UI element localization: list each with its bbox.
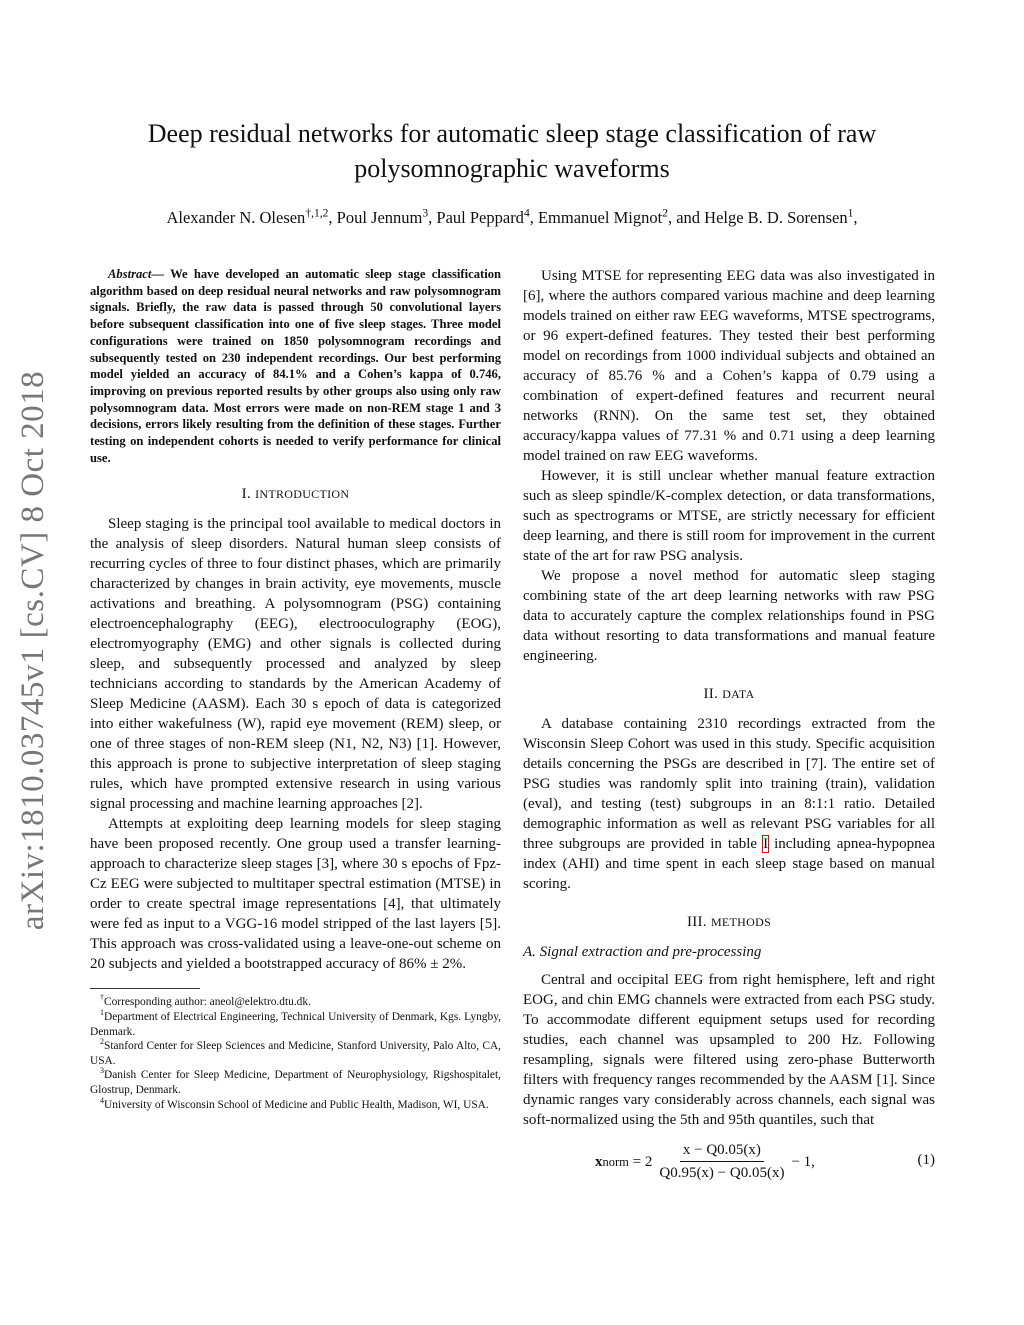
author-2: Poul Jennum [336,208,423,227]
eq-lhs-subscript: norm [602,1154,629,1169]
arxiv-identifier: arXiv:1810.03745v1 [cs.CV] 8 Oct 2018 [15,370,52,930]
author-3-affil: 4 [523,207,530,220]
related-work-paragraph-2: However, it is still unclear whether manual feature extraction such as sleep spindle/K-complex detection, or data transformations, such as spectrograms or MTSE, are strictly necessary for efficient deep learning, and there is still room for improvement in the current state of the art for raw PSG analysis. [523,468,935,564]
author-4-affil: 2 [662,207,668,220]
eq-equals: = 2 [632,1153,653,1170]
author-1-affil: †,1,2 [305,207,329,220]
section-number: II. [703,686,723,702]
footnote-corresponding [90,995,501,1010]
title-line-1: Deep residual networks for automatic sleep stage classification of raw [147,119,877,148]
eq-denominator: Q0.95(x) − Q0.05(x) [659,1165,785,1181]
footnote-mark: 3 [100,1066,104,1076]
section-title: METHODS [710,915,772,929]
section-title: INTRODUCTION [255,487,350,502]
eq-fraction [656,1140,787,1183]
left-column [90,266,501,1112]
equation-number: (1) [917,1152,935,1168]
footnote-mark: 4 [100,1095,104,1105]
footnote-divider [90,988,200,989]
eq-numerator: x − Q0.05(x) [680,1140,764,1162]
abstract-label: Abstract [108,267,152,281]
section-heading-methods [523,912,935,932]
footnote-mark: 1 [100,1008,104,1018]
section-title: DATA [722,687,755,701]
contribution-paragraph: We propose a novel method for automatic sleep staging combining state of the art deep learning networks with raw PSG data to accurately capture the complex relationships found in PSG data without resorting to data transformations and manual feature engineering. [523,568,935,664]
data-paragraph [523,714,935,894]
abstract-text: We have developed an automatic sleep stage classification algorithm based on deep residual neural networks and raw polysomnogram signals. Briefly, the raw data is passed through 50 convolutional layers before subsequent classification into one of five sleep stages. Three model configurations were trained on 1850 polysomnogram recordings and subsequently tested on 230 independent recordings. Our best performing model yielded an accuracy of 84.1% and a Cohen’s kappa of 0.746, improving on previous reported results by other groups also using only raw polysomnogram data. Most errors were made on non-REM stage 1 and 3 decisions, errors likely resulting from the definition of these stages. Further testing on independent cohorts is needed to verify performance for clinical use. [90,267,502,465]
arxiv-side-stamp [14,360,54,940]
subsection-heading: A. Signal extraction and pre-processing [523,944,762,960]
eq-lhs: x [595,1153,603,1170]
section-heading-data [523,684,935,704]
title-line-2: polysomnographic waveforms [354,154,670,183]
author-5: and Helge B. D. Sorensen [676,208,848,227]
intro-paragraph-1: Sleep staging is the principal tool available to medical doctors in the analysis of sleep disorders. Natural human sleep consists of recurring cycles of three to four distinct phases, which are primarily characterized by changes in brain activity, eye movements, muscle activations and breathing. A polysomnogram (PSG) containing electroencephalography (EEG), electrooculography (EOG), electromyography (EMG) and other signals is collected during sleep, and subsequently processed and analyzed by sleep technicians according to standards by the American Academy of Sleep Medicine (AASM). Each 30 s epoch of data is categorized into either wakefulness (W), rapid eye movement (REM) sleep, or one of three stages of non-REM sleep (N1, N2, N3) [1]. However, this approach is prone to subjective interpretation of sleep staging rules, which have prompted extensive research in using various signal processing and machine learning approaches [2]. [90,516,501,813]
footnote-affil-2 [90,1039,501,1068]
related-work-paragraph-1: Using MTSE for representing EEG data was also investigated in [6], where the authors compared various machine and deep learning models trained on either raw EEG waveforms, MTSE spectrograms, or 96 expert-defined features. They tested their best performing model on recordings from 1000 individual subjects and obtained an accuracy of 85.76 % and a Cohen’s kappa of 0.79 using a combination of expert-defined features and recurrent neural networks (RNN). On the same test set, they obtained accuracy/kappa values of 77.31 % and 0.71 using a deep learning model trained on raw EEG waveforms. [523,268,935,464]
author-4: Emmanuel Mignot [537,208,663,227]
footnote-mark: † [100,993,104,1003]
footnote-affil-4 [90,1095,501,1113]
footnote-affil-1 [90,1010,501,1039]
footnote-text: Danish Center for Sleep Medicine, Department of Neurophysiology, Rigshospitalet, Glostrup, Denmark. [90,1069,501,1096]
table-reference-link[interactable]: I [763,836,769,852]
author-5-affil: 1 [847,207,854,220]
equation-body [595,1140,815,1183]
equation-1 [523,1136,935,1186]
abstract: Abstract— We have developed an automatic sleep stage classification algorithm based on deep residual neural networks and raw polysomnogram signals. Briefly, the raw data is passed through 50 convolutional layers before subsequent classification into one of five sleep stages. Three model configurations were trained on 1850 polysomnogram recordings and subsequently tested on 230 independent recordings. Our best performing model yielded an accuracy of 84.1% and a Cohen’s kappa of 0.746, improving on previous reported results by other groups also using only raw polysomnogram data. Most errors were made on non-REM stage 1 and 3 decisions, errors likely resulting from the definition of these stages. Further testing on independent cohorts is needed to verify performance for clinical use. [90,267,502,465]
paper-title [100,116,924,186]
section-heading-introduction [90,484,501,504]
methods-paragraph: Central and occipital EEG from right hemisphere, left and right EOG, and chin EMG channels were extracted from each PSG study. To accommodate different equipment setups used for recording studies, each channel was upsampled to 200 Hz. Following resampling, signals were filtered using zero-phase Butterworth filters with frequency ranges recommended by the AASM [1]. Since dynamic ranges vary considerably across channels, each signal was soft-normalized using the 5th and 95th quantiles, such that [523,972,935,1128]
section-number: III. [686,914,711,930]
data-text-part-1: A database containing 2310 recordings extracted from the Wisconsin Sleep Cohort was used in this study. Specific acquisition details concerning the PSGs are described in [7]. The entire set of PSG studies was randomly split into training (train), validation (eval), and testing (test) subgroups in an 8:1:1 ratio. Detailed demographic information as well as relevant PSG variables for all three subgroups are provided in table [523,716,935,852]
author-2-affil: 3 [422,207,429,220]
author-1: Alexander N. Olesen [166,208,306,227]
intro-paragraph-2: Attempts at exploiting deep learning models for sleep staging have been proposed recently. One group used a transfer learning-approach to characterize sleep stages [3], where 30 s epochs of Fpz-Cz EEG were subjected to multitaper spectral estimation (MTSE) in order to create spectral image representations [4], that ultimately were fed as input to a VGG-16 model stripped of the last layers [5]. This approach was cross-validated using a leave-one-out scheme on 20 subjects and yielded a bootstrapped accuracy of 86% ± 2%. [90,816,501,973]
footnote-text: Stanford Center for Sleep Sciences and Medicine, Stanford University, Palo Alto, CA, USA. [90,1040,501,1067]
footnote-text: Department of Electrical Engineering, Technical University of Denmark, Kgs. Lyngby, Denmark. [90,1011,501,1038]
footnote-affil-3 [90,1068,501,1097]
footnote-text: University of Wisconsin School of Medicine and Public Health, Madison, WI, USA. [103,1098,489,1111]
author-3: Paul Peppard [436,208,524,227]
data-text-part-2: including apnea-hypopnea index (AHI) and time spent in each sleep stage based on manual scoring. [523,836,935,892]
footnote-mark: 2 [100,1037,104,1047]
author-list: Alexander N. Olesen$^{\dagger,1,2}$, Poul Jennum$^3$, Paul Peppard$^4$, Emmanuel Mignot$^2$, and Helge B. D. Sorensen$^1$, [166,207,858,227]
footnote-text: Corresponding author: aneol@elektro.dtu.dk. [103,996,311,1009]
section-number: I. [241,486,256,503]
right-column [523,266,935,1186]
eq-tail: − 1, [791,1153,815,1170]
